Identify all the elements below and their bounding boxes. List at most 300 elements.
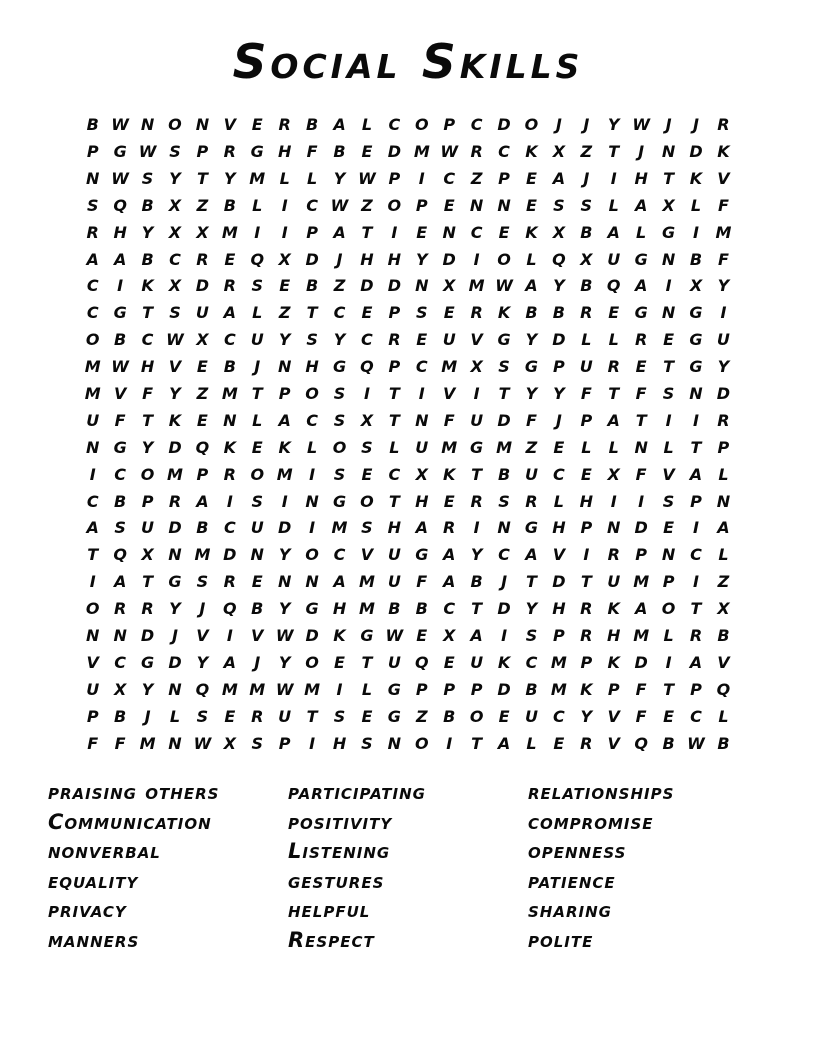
grid-letter: R	[607, 357, 620, 377]
grid-letter: G	[634, 249, 648, 269]
grid-letter: R	[223, 464, 236, 484]
grid-letter: Q	[195, 679, 210, 699]
grid-row	[79, 542, 737, 569]
grid-letter: B	[141, 195, 154, 215]
grid-letter: X	[168, 222, 182, 242]
grid-letter: F	[580, 383, 592, 403]
grid-letter: N	[415, 276, 429, 296]
grid-letter: Z	[415, 706, 428, 726]
grid-letter: D	[497, 679, 511, 699]
grid-row	[79, 273, 737, 300]
grid-letter: U	[524, 464, 538, 484]
grid-letter: I	[665, 410, 672, 430]
grid-letter: J	[665, 115, 672, 135]
grid-letter: F	[635, 679, 647, 699]
grid-letter: P	[415, 195, 428, 215]
grid-letter: J	[583, 168, 590, 188]
grid-letter: E	[443, 491, 455, 511]
grid-letter: C	[415, 357, 428, 377]
grid-row	[79, 704, 737, 731]
grid-letter: M	[249, 168, 266, 188]
grid-letter: T	[142, 410, 154, 430]
grid-letter: E	[443, 652, 455, 672]
grid-letter: R	[717, 115, 730, 135]
grid-letter: V	[470, 330, 483, 350]
grid-letter: R	[141, 599, 154, 619]
grid-letter: N	[277, 572, 292, 592]
grid-letter: G	[250, 141, 264, 161]
grid-letter: Q	[195, 437, 210, 457]
grid-letter: T	[608, 141, 620, 161]
word-list-item: gestures	[288, 868, 385, 893]
grid-letter: Y	[580, 706, 593, 726]
grid-row	[79, 247, 737, 274]
grid-letter: N	[305, 572, 319, 592]
grid-letter: W	[193, 733, 212, 753]
grid-letter: E	[416, 625, 428, 645]
grid-letter: L	[306, 437, 318, 457]
grid-letter: H	[305, 357, 319, 377]
grid-letter: N	[661, 249, 676, 269]
grid-letter: D	[140, 625, 155, 645]
grid-letter: H	[332, 599, 347, 619]
grid-letter: L	[526, 249, 537, 269]
grid-letter: W	[495, 276, 513, 296]
grid-letter: F	[306, 141, 318, 161]
grid-letter: I	[610, 168, 617, 188]
grid-letter: G	[689, 357, 703, 377]
grid-letter: I	[693, 518, 699, 538]
grid-letter: K	[689, 168, 703, 188]
grid-letter: D	[387, 276, 401, 296]
grid-letter: X	[689, 276, 703, 296]
grid-letter: N	[305, 491, 319, 511]
grid-letter: U	[607, 249, 621, 269]
grid-letter: K	[442, 464, 456, 484]
grid-letter: O	[360, 491, 374, 511]
grid-letter: E	[553, 437, 565, 457]
grid-letter: I	[309, 464, 316, 484]
grid-letter: A	[525, 545, 538, 565]
grid-letter: G	[113, 303, 127, 323]
grid-letter: R	[388, 330, 401, 350]
word-list-item: positivity	[288, 809, 393, 834]
grid-letter: I	[583, 545, 590, 565]
grid-letter: P	[553, 357, 565, 377]
grid-letter: T	[388, 491, 400, 511]
grid-letter: E	[580, 464, 592, 484]
grid-letter: D	[552, 330, 566, 350]
grid-letter: F	[416, 572, 428, 592]
grid-letter: L	[581, 437, 592, 457]
grid-letter: E	[361, 464, 373, 484]
grid-letter: F	[87, 733, 99, 753]
grid-letter: A	[223, 652, 237, 672]
grid-letter: G	[387, 679, 401, 699]
grid-letter: L	[608, 330, 619, 350]
grid-letter: T	[471, 733, 483, 753]
grid-letter: U	[470, 652, 484, 672]
grid-letter: B	[223, 195, 236, 215]
grid-letter: H	[332, 733, 347, 753]
grid-letter: A	[196, 491, 209, 511]
grid-letter: V	[196, 625, 209, 645]
grid-letter: P	[607, 679, 620, 699]
grid-letter: P	[443, 679, 456, 699]
grid-letter: B	[525, 303, 538, 323]
grid-letter: V	[86, 652, 99, 672]
grid-letter: W	[111, 115, 129, 135]
grid-row	[79, 650, 737, 677]
grid-letter: S	[498, 491, 510, 511]
grid-letter: B	[114, 330, 127, 350]
grid-letter: N	[387, 733, 402, 753]
grid-letter: G	[689, 330, 703, 350]
grid-letter: E	[498, 222, 510, 242]
grid-letter: S	[416, 303, 428, 323]
grid-letter: W	[275, 679, 294, 699]
grid-letter: Q	[250, 249, 265, 269]
grid-letter: C	[306, 410, 318, 430]
grid-letter: B	[525, 679, 538, 699]
grid-letter: H	[140, 357, 155, 377]
grid-letter: X	[470, 357, 483, 377]
grid-letter: R	[634, 330, 648, 350]
grid-letter: V	[443, 383, 456, 403]
grid-letter: U	[86, 679, 100, 699]
grid-letter: S	[553, 195, 565, 215]
grid-letter: Q	[606, 276, 621, 296]
grid-letter: C	[553, 464, 565, 484]
grid-letter: D	[305, 625, 319, 645]
grid-letter: N	[415, 410, 429, 430]
grid-letter: L	[553, 491, 564, 511]
grid-letter: V	[607, 706, 620, 726]
grid-letter: C	[690, 706, 702, 726]
grid-letter: L	[252, 410, 263, 430]
grid-letter: C	[114, 464, 126, 484]
grid-letter: N	[168, 679, 182, 699]
grid-letter: T	[663, 357, 675, 377]
grid-letter: A	[717, 518, 730, 538]
grid-letter: W	[138, 141, 157, 161]
word-list-item: Respect	[288, 927, 375, 952]
grid-letter: N	[168, 733, 182, 753]
grid-letter: X	[278, 249, 291, 269]
grid-letter: N	[86, 168, 100, 188]
grid-letter: E	[416, 222, 428, 242]
grid-letter: S	[361, 733, 373, 753]
grid-letter: W	[275, 625, 294, 645]
grid-letter: L	[663, 625, 674, 645]
grid-letter: E	[334, 652, 345, 672]
grid-letter: P	[690, 679, 702, 699]
grid-letter: B	[223, 357, 236, 377]
grid-letter: Y	[333, 168, 346, 188]
grid-letter: C	[553, 706, 565, 726]
grid-letter: L	[252, 195, 263, 215]
grid-row	[79, 193, 737, 220]
grid-letter: Z	[717, 572, 730, 592]
grid-letter: J	[555, 410, 562, 430]
word-list-column	[288, 778, 528, 956]
grid-letter: R	[113, 599, 127, 619]
grid-letter: C	[333, 545, 346, 565]
grid-letter: T	[526, 572, 537, 592]
grid-letter: B	[114, 706, 127, 726]
grid-letter: R	[223, 141, 236, 161]
grid-letter: Y	[278, 652, 291, 672]
grid-letter: K	[497, 652, 511, 672]
grid-letter: E	[224, 706, 236, 726]
grid-letter: I	[638, 491, 645, 511]
grid-letter: P	[580, 652, 593, 672]
grid-letter: C	[86, 303, 99, 323]
grid-letter: U	[387, 572, 401, 592]
grid-row	[79, 677, 737, 704]
grid-letter: Y	[525, 330, 538, 350]
word-list-item: Listening	[288, 839, 391, 864]
grid-letter: O	[661, 599, 676, 619]
grid-letter: N	[469, 195, 484, 215]
grid-letter: I	[446, 733, 453, 753]
grid-letter: D	[497, 410, 511, 430]
grid-letter: E	[525, 195, 537, 215]
grid-letter: H	[387, 518, 402, 538]
grid-letter: G	[662, 222, 676, 242]
grid-letter: I	[473, 518, 480, 538]
grid-letter: Q	[223, 599, 237, 619]
grid-letter: I	[254, 222, 261, 242]
grid-letter: I	[720, 303, 727, 323]
grid-letter: D	[689, 141, 703, 161]
grid-letter: J	[254, 652, 261, 672]
grid-letter: U	[195, 303, 209, 323]
grid-letter: J	[254, 357, 261, 377]
grid-letter: P	[662, 572, 675, 592]
grid-letter: P	[443, 115, 456, 135]
grid-letter: M	[550, 652, 567, 672]
grid-letter: I	[665, 652, 672, 672]
grid-letter: L	[361, 115, 373, 135]
puzzle-title: Social Skills	[232, 35, 584, 90]
grid-letter: B	[689, 249, 703, 269]
grid-letter: R	[580, 733, 593, 753]
grid-letter: C	[470, 222, 483, 242]
grid-letter: G	[524, 518, 539, 538]
grid-letter: P	[86, 706, 99, 726]
grid-letter: T	[388, 410, 400, 430]
word-list-item: helpful	[288, 898, 371, 923]
grid-letter: K	[525, 141, 538, 161]
grid-letter: M	[441, 357, 458, 377]
grid-row	[79, 408, 737, 435]
grid-letter: I	[89, 464, 96, 484]
grid-letter: B	[470, 572, 483, 592]
grid-letter: S	[525, 625, 538, 645]
grid-letter: G	[332, 357, 347, 377]
grid-letter: P	[278, 733, 291, 753]
grid-letter: K	[497, 303, 511, 323]
grid-letter: Y	[169, 383, 181, 403]
grid-letter: D	[497, 115, 511, 135]
grid-letter: T	[196, 168, 208, 188]
grid-letter: Y	[553, 276, 565, 296]
grid-letter: U	[387, 652, 401, 672]
grid-letter: N	[607, 518, 621, 538]
grid-letter: G	[387, 706, 401, 726]
grid-letter: F	[635, 383, 647, 403]
grid-letter: K	[717, 141, 730, 161]
grid-letter: D	[634, 518, 648, 538]
grid-letter: N	[661, 303, 676, 323]
grid-letter: D	[442, 249, 456, 269]
grid-letter: U	[524, 706, 538, 726]
grid-letter: H	[387, 249, 402, 269]
grid-letter: X	[580, 249, 593, 269]
grid-letter: I	[336, 679, 343, 699]
grid-letter: F	[635, 464, 647, 484]
grid-letter: S	[662, 491, 675, 511]
grid-letter: S	[114, 518, 126, 538]
word-list-item: openness	[528, 839, 627, 864]
grid-letter: N	[634, 437, 648, 457]
grid-letter: Y	[717, 357, 730, 377]
grid-letter: R	[525, 491, 538, 511]
grid-letter: G	[168, 572, 182, 592]
grid-letter: P	[278, 383, 291, 403]
grid-letter: V	[113, 383, 127, 403]
word-list-item: praising others	[48, 780, 220, 804]
grid-letter: P	[717, 437, 730, 457]
grid-letter: B	[251, 599, 264, 619]
grid-letter: A	[607, 410, 620, 430]
grid-letter: Y	[196, 652, 209, 672]
grid-letter: T	[471, 599, 483, 619]
grid-letter: Y	[470, 545, 483, 565]
grid-row	[79, 139, 737, 166]
word-list-item: Communication	[48, 809, 212, 834]
grid-letter: B	[415, 599, 428, 619]
grid-letter: X	[360, 410, 374, 430]
grid-letter: I	[281, 222, 288, 242]
word-list-item: equality	[48, 868, 139, 893]
grid-letter: R	[470, 491, 483, 511]
grid-letter: I	[473, 249, 480, 269]
grid-letter: U	[579, 357, 593, 377]
grid-letter: N	[250, 545, 264, 565]
grid-letter: E	[196, 410, 208, 430]
grid-letter: G	[470, 437, 484, 457]
grid-letter: F	[114, 733, 126, 753]
grid-letter: A	[689, 464, 703, 484]
grid-letter: A	[278, 410, 291, 430]
grid-letter: M	[276, 464, 293, 484]
grid-letter: M	[550, 679, 567, 699]
grid-letter: U	[250, 518, 264, 538]
grid-letter: E	[361, 141, 373, 161]
grid-letter: M	[441, 437, 458, 457]
grid-letter: R	[196, 249, 209, 269]
grid-letter: A	[86, 249, 99, 269]
grid-letter: M	[194, 545, 211, 565]
grid-letter: D	[497, 599, 511, 619]
grid-letter: T	[142, 303, 154, 323]
grid-letter: C	[470, 115, 483, 135]
grid-letter: D	[195, 276, 210, 296]
grid-letter: A	[333, 115, 346, 135]
grid-letter: A	[607, 222, 620, 242]
grid-letter: L	[526, 733, 537, 753]
grid-letter: R	[223, 276, 236, 296]
grid-letter: X	[443, 276, 456, 296]
word-list-item: manners	[48, 927, 140, 952]
grid-letter: V	[360, 545, 374, 565]
grid-letter: X	[223, 733, 236, 753]
grid-letter: U	[278, 706, 292, 726]
grid-letter: Y	[141, 679, 154, 699]
grid-letter: G	[305, 599, 319, 619]
grid-letter: P	[196, 141, 209, 161]
grid-letter: E	[498, 706, 510, 726]
grid-letter: M	[633, 625, 650, 645]
grid-letter: W	[358, 168, 376, 188]
grid-letter: L	[389, 437, 400, 457]
grid-letter: D	[168, 518, 182, 538]
grid-letter: G	[332, 491, 347, 511]
grid-letter: K	[223, 437, 237, 457]
grid-letter: U	[415, 437, 429, 457]
grid-letter: Y	[333, 330, 346, 350]
grid-letter: D	[552, 572, 566, 592]
grid-letter: W	[111, 168, 129, 188]
grid-letter: J	[638, 141, 645, 161]
grid-letter: M	[304, 679, 321, 699]
grid-letter: I	[309, 518, 316, 538]
grid-letter: K	[168, 410, 182, 430]
grid-letter: S	[306, 330, 318, 350]
grid-letter: J	[336, 249, 343, 269]
grid-letter: I	[665, 276, 672, 296]
grid-letter: C	[333, 303, 346, 323]
grid-letter: P	[388, 303, 401, 323]
grid-letter: F	[635, 706, 647, 726]
grid-row	[79, 596, 737, 623]
grid-letter: X	[196, 330, 209, 350]
grid-letter: E	[251, 572, 263, 592]
grid-letter: N	[195, 115, 210, 135]
grid-letter: I	[501, 625, 508, 645]
grid-letter: J	[199, 599, 206, 619]
grid-letter: M	[221, 222, 238, 242]
grid-letter: S	[333, 464, 346, 484]
grid-letter: N	[113, 625, 127, 645]
grid-row	[79, 623, 737, 650]
grid-letter: W	[330, 195, 349, 215]
grid-letter: O	[497, 249, 511, 269]
grid-letter: J	[555, 115, 562, 135]
grid-row	[79, 166, 737, 193]
grid-letter: G	[360, 625, 374, 645]
grid-letter: U	[716, 330, 730, 350]
grid-letter: Y	[607, 115, 620, 135]
grid-letter: W	[632, 115, 650, 135]
grid-letter: I	[418, 168, 425, 188]
grid-letter: A	[525, 276, 538, 296]
grid-letter: L	[581, 330, 592, 350]
grid-letter: T	[663, 168, 675, 188]
grid-letter: I	[89, 572, 96, 592]
